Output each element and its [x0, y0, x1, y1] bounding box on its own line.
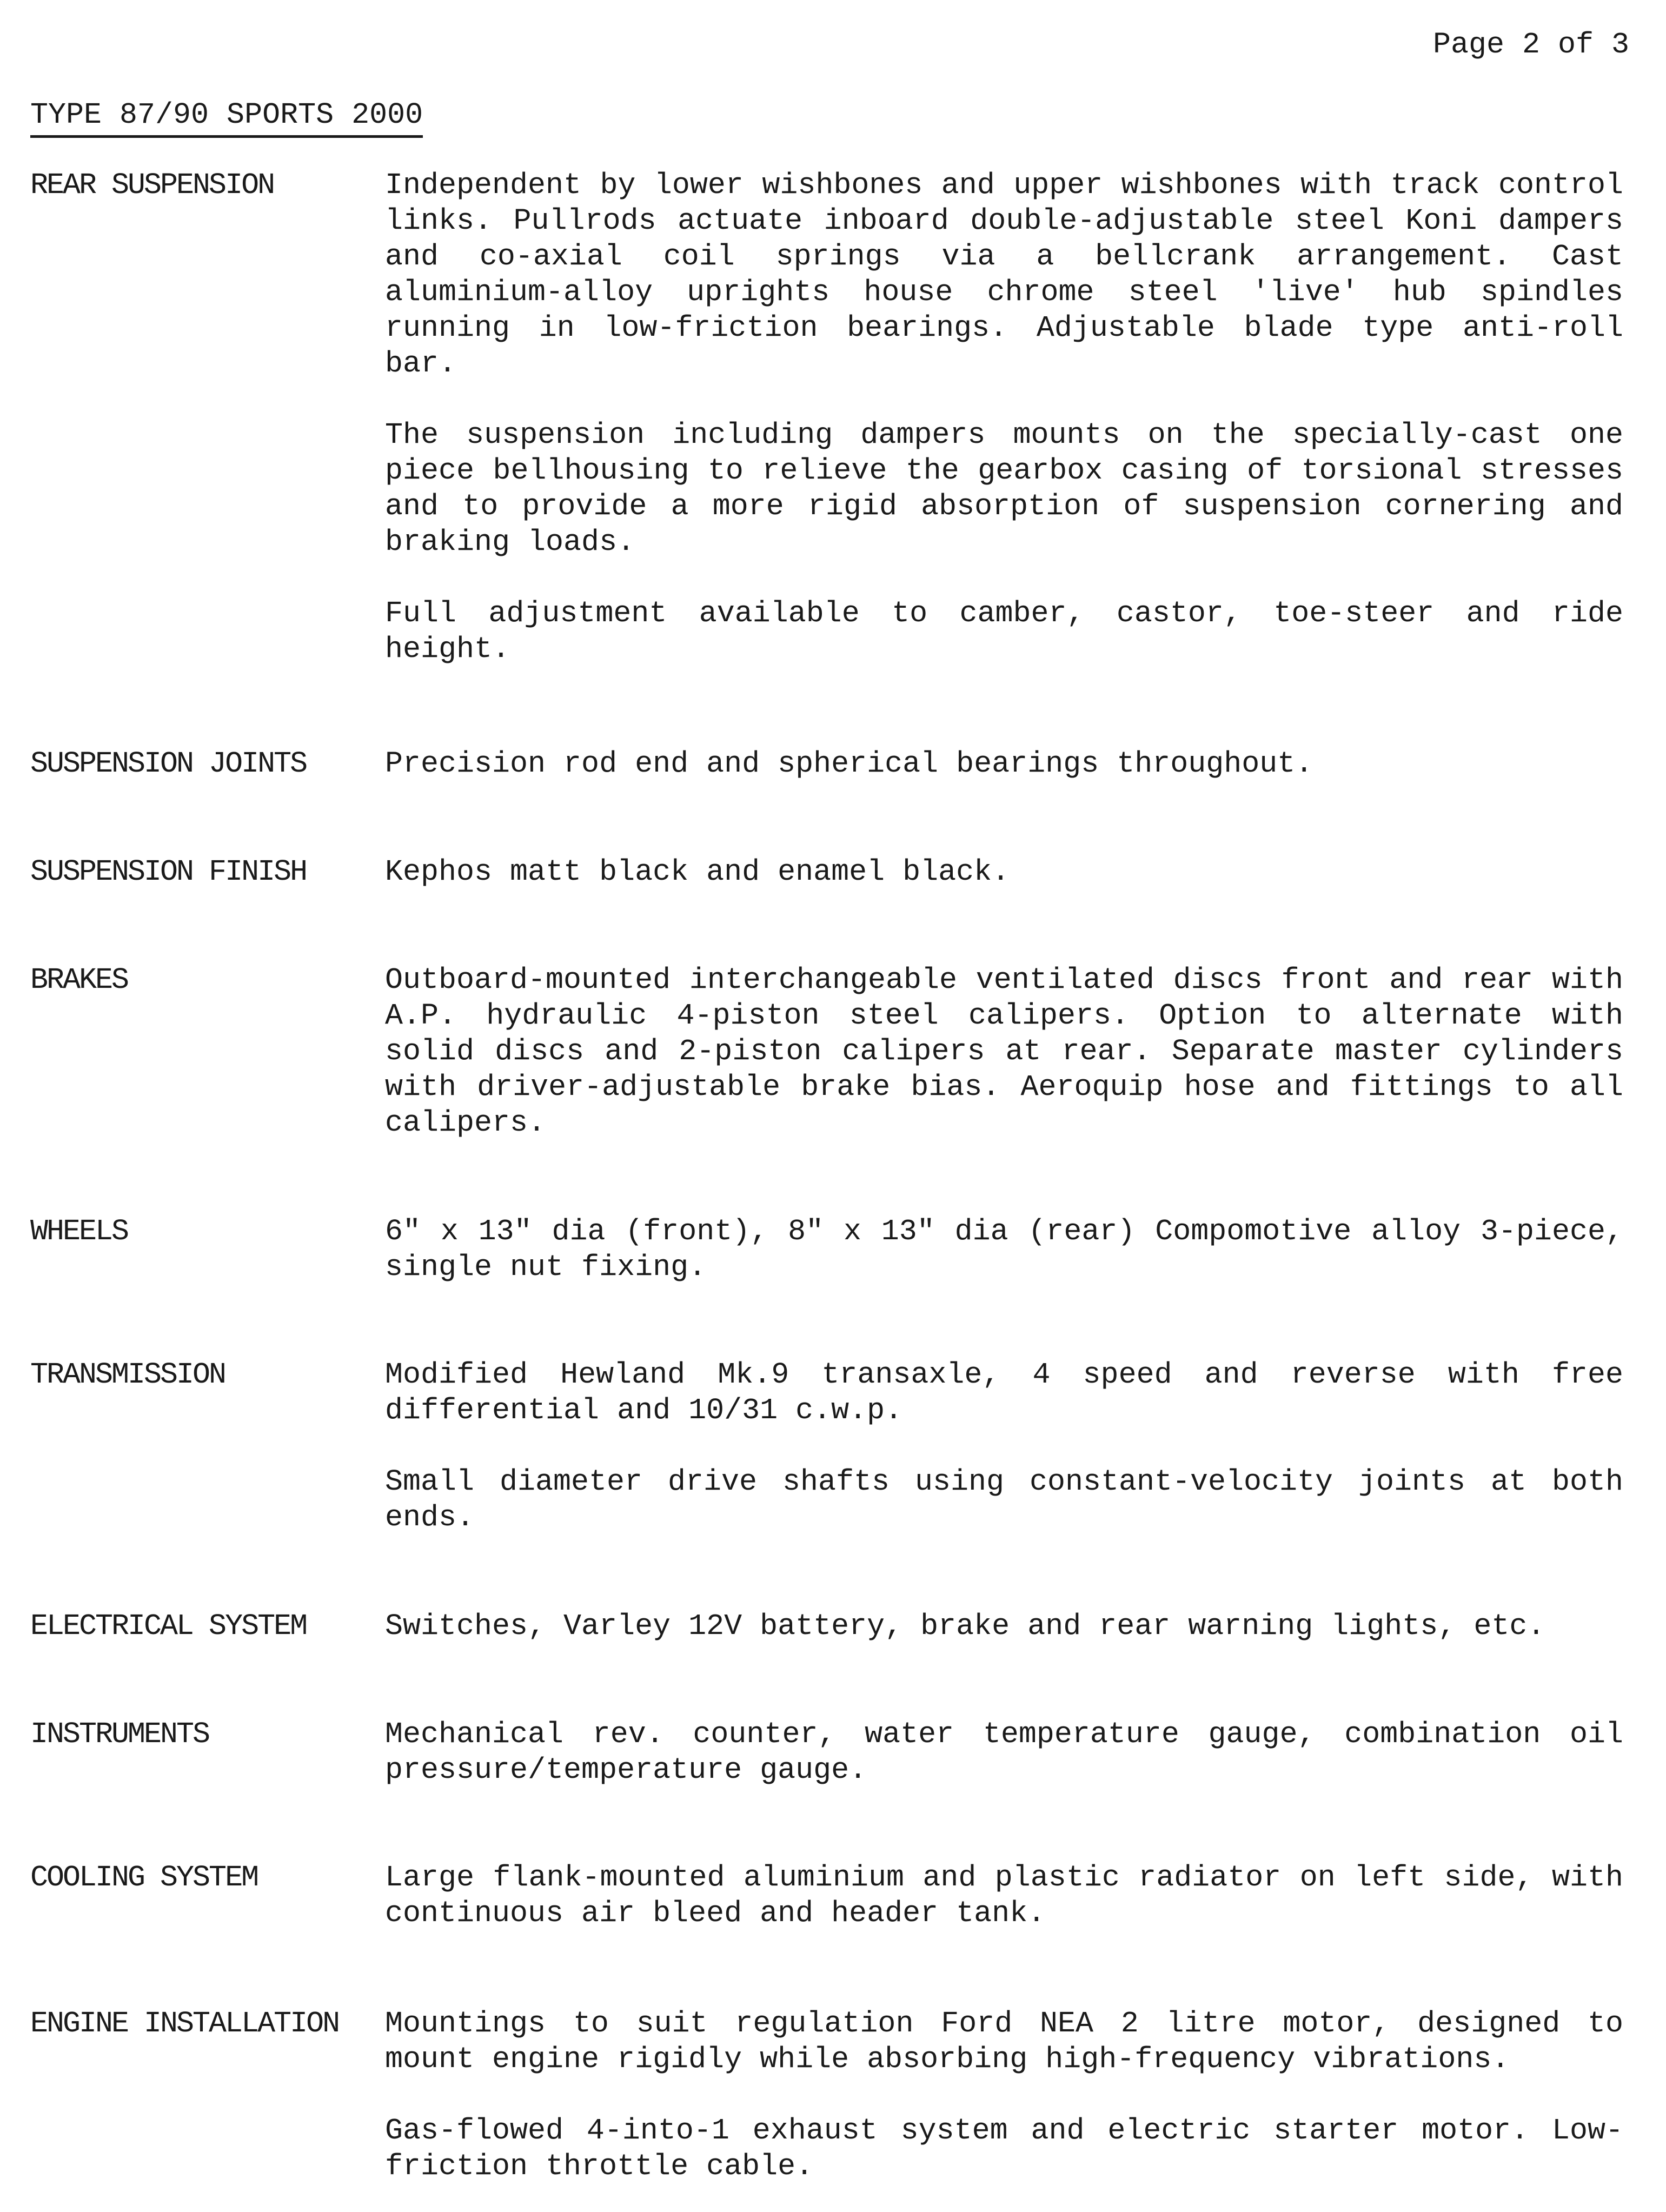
- section-body: [385, 962, 1623, 1141]
- section-label: SUSPENSION JOINTS: [30, 747, 307, 781]
- section-body: [385, 854, 1623, 890]
- section-paragraph: Modified Hewland Mk.9 transaxle, 4 speed and reverse with free differential and 10/31 c.w.p.: [385, 1358, 1623, 1427]
- section-label: ELECTRICAL SYSTEM: [30, 1609, 307, 1643]
- section-body: [385, 1717, 1623, 1788]
- section-body: [385, 168, 1623, 667]
- section-paragraph: The suspension including dampers mounts on the specially-cast one piece bellhousing to relieve the gearbox casing of torsional stresses and to provide a more rigid absorption of suspension cornering and braking loads.: [385, 418, 1623, 559]
- section-paragraph: Independent by lower wishbones and upper wishbones with track control links. Pullrods actuate inboard double-adjustable steel Koni dampers and co-axial coil springs via a bellcrank arrangement. Cast aluminium-alloy uprights house chrome steel 'live' hub spindles running in low-friction bearings. Adjustable blade type anti-roll bar.: [385, 168, 1623, 381]
- section-body: [385, 2006, 1623, 2184]
- document-title-text: TYPE 87/90 SPORTS 2000: [30, 97, 423, 138]
- section-body: [385, 1860, 1623, 1931]
- section-paragraph: Small diameter drive shafts using constant-velocity joints at both ends.: [385, 1465, 1623, 1535]
- section-body: [385, 1214, 1623, 1285]
- section-paragraph: Mechanical rev. counter, water temperature gauge, combination oil pressure/temperature gauge.: [385, 1717, 1623, 1787]
- page-number: Page 2 of 3: [1433, 28, 1630, 62]
- section-label: ENGINE INSTALLATION: [30, 2007, 339, 2041]
- section-label: REAR SUSPENSION: [30, 168, 274, 202]
- section-label: COOLING SYSTEM: [30, 1861, 258, 1895]
- section-label: BRAKES: [30, 963, 128, 997]
- section-label: SUSPENSION FINISH: [30, 855, 307, 889]
- document-title: [30, 97, 423, 138]
- section-label: TRANSMISSION: [30, 1358, 225, 1392]
- section-paragraph: Switches, Varley 12V battery, brake and rear warning lights, etc.: [385, 1609, 1545, 1643]
- section-body: [385, 1357, 1623, 1536]
- section-paragraph: Large flank-mounted aluminium and plastic radiator on left side, with continuous air bleed and header tank.: [385, 1861, 1623, 1930]
- section-paragraph: 6" x 13" dia (front), 8" x 13" dia (rear) Compomotive alloy 3-piece, single nut fixing.: [385, 1214, 1623, 1284]
- section-body: [385, 746, 1623, 782]
- section-paragraph: Precision rod end and spherical bearings throughout.: [385, 747, 1313, 781]
- section-paragraph: Mountings to suit regulation Ford NEA 2 litre motor, designed to mount engine rigidly while absorbing high-frequency vibrations.: [385, 2007, 1623, 2076]
- section-body: [385, 1609, 1623, 1644]
- section-paragraph: Full adjustment available to camber, castor, toe-steer and ride height.: [385, 596, 1623, 666]
- section-paragraph: Kephos matt black and enamel black.: [385, 855, 1010, 889]
- section-paragraph: Outboard-mounted interchangeable ventilated discs front and rear with A.P. hydraulic 4-piston steel calipers. Option to alternate with solid discs and 2-piston calipers at rear. Separate master cylinders with driver-adjustable brake bias. Aeroquip hose and fittings to all calipers.: [385, 963, 1623, 1140]
- section-label: WHEELS: [30, 1214, 128, 1248]
- section-label: INSTRUMENTS: [30, 1717, 209, 1751]
- section-paragraph: Gas-flowed 4-into-1 exhaust system and electric starter motor. Low-friction throttle cable.: [385, 2114, 1623, 2183]
